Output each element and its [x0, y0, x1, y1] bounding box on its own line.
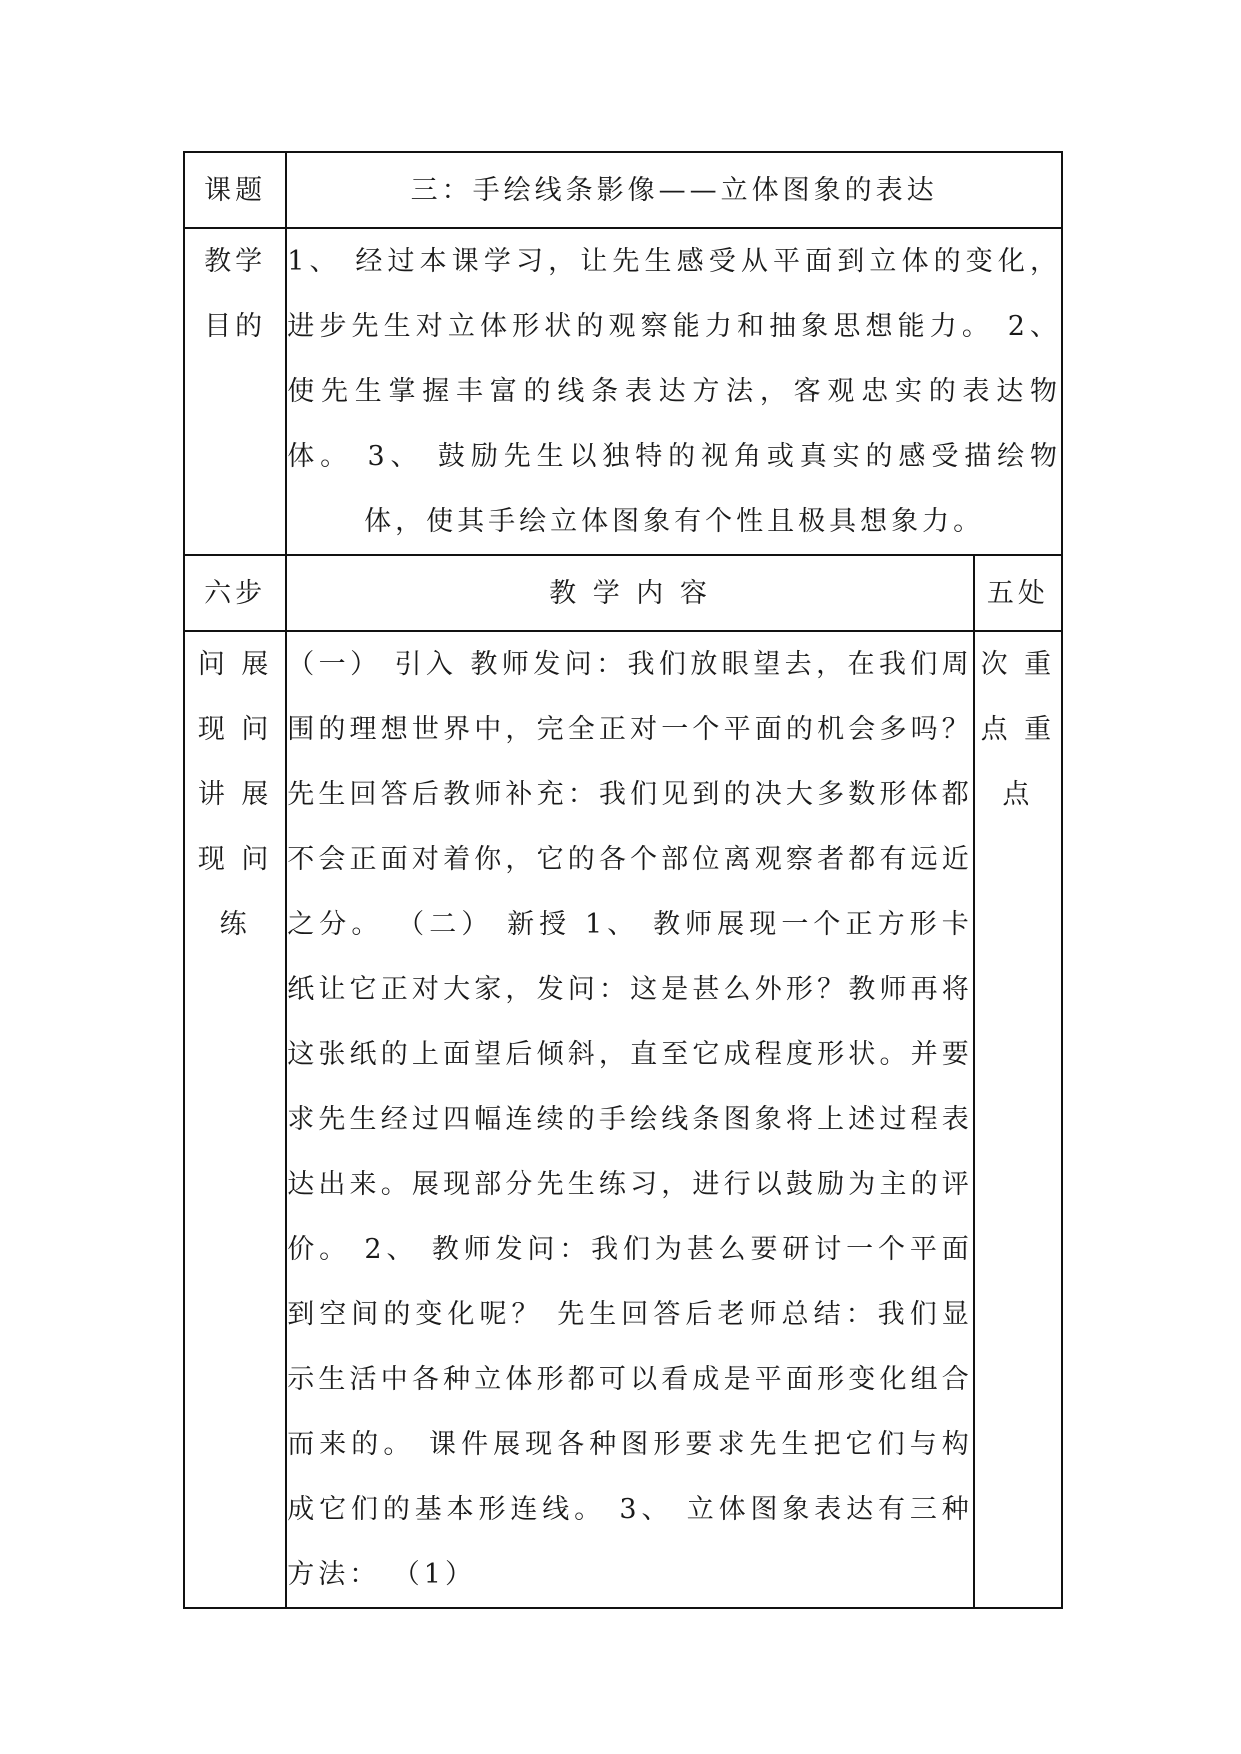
note-line: 点 重 — [980, 714, 1056, 745]
title-value: 三：手绘线条影像——立体图象的表达 — [286, 152, 1062, 228]
step-line: 练 — [219, 909, 251, 940]
title-label: 课题 — [184, 152, 286, 228]
aim-label — [184, 228, 286, 555]
title-row — [184, 152, 1062, 228]
note-line: 点 — [1002, 779, 1034, 810]
header-content: 教 学 内 容 — [286, 555, 974, 631]
aim-label-line: 教学 — [204, 246, 267, 277]
header-row — [184, 555, 1062, 631]
aim-label-line: 目的 — [204, 311, 267, 342]
step-line: 现 问 — [197, 844, 273, 875]
aim-row — [184, 228, 1062, 555]
step-line: 讲 展 — [197, 779, 273, 810]
header-steps: 六步 — [184, 555, 286, 631]
aim-value: 1、 经过本课学习，让先生感受从平面到立体的变化，进步先生对立体形状的观察能力和抽象思想能力。 2、 使先生掌握丰富的线条表达方法，客观忠实的表达物体。 3、 鼓励先生以独特的视角或真实的感受描绘物体，使其手绘立体图象有个性且极具想象力。 — [286, 228, 1062, 555]
notes-column — [974, 631, 1062, 1608]
lesson-plan-table — [183, 151, 1063, 1609]
step-line: 现 问 — [197, 714, 273, 745]
content-text: （一） 引入 教师发问：我们放眼望去，在我们周围的理想世界中，完全正对一个平面的机会多吗？先生回答后教师补充：我们见到的决大多数形体都不会正面对着你，它的各个部位离观察者都有远近之分。 （二） 新授 1、 教师展现一个正方形卡纸让它正对大家，发问：这是甚么外形？教师再将这张纸的上面望后倾斜，直至它成程度形状。并要求先生经过四幅连续的手绘线条图象将上述过程表达出来。展现部分先生练习，进行以鼓励为主的评价。 2、 教师发问：我们为甚么要研讨一个平面到空间的变化呢？ 先生回答后老师总结：我们显示生活中各种立体形都可以看成是平面形变化组合而来的。 课件展现各种图形要求先生把它们与构成它们的基本形连线。 3、 立体图象表达有三种方法： （1） — [286, 631, 974, 1608]
body-row — [184, 631, 1062, 1608]
header-notes: 五处 — [974, 555, 1062, 631]
step-line: 问 展 — [197, 649, 273, 680]
steps-column — [184, 631, 286, 1608]
note-line: 次 重 — [980, 649, 1056, 680]
